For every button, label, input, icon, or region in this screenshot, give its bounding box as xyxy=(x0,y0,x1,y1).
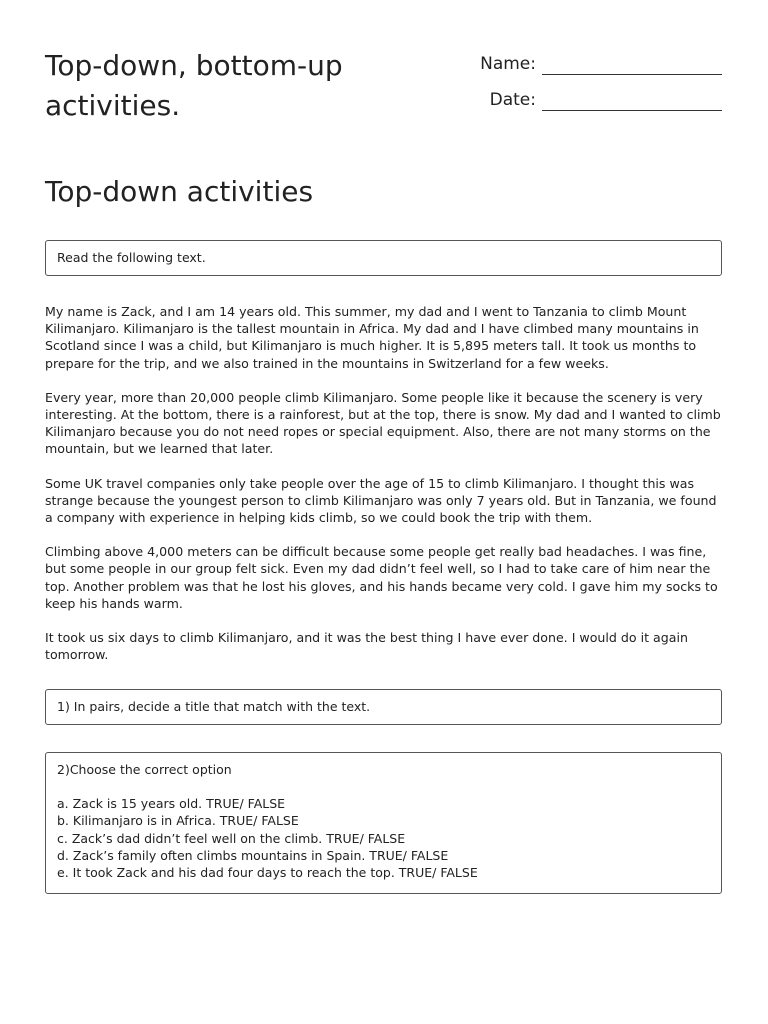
name-label: Name: xyxy=(480,54,536,74)
passage-paragraph-3: Some UK travel companies only take people over the age of 15 to climb Kilimanjaro. I thought this was strange because the youngest person to climb Kilimanjaro was only 7 years old. But in Tanzania, we found a company with experience in helping kids climb, so we could book the trip with them. xyxy=(45,475,717,526)
passage-paragraph-1: My name is Zack, and I am 14 years old. This summer, my dad and I went to Tanzania to climb Mount Kilimanjaro. Kilimanjaro is the tallest mountain in Africa. My dad and I have climbed many mountains in Scotland since I was a child, but Kilimanjaro is much higher. It is 5,895 meters tall. It took us months to prepare for the trip, and we also trained in the mountains in Switzerland for a few weeks. xyxy=(45,304,699,371)
passage-paragraph-5: It took us six days to climb Kilimanjaro, and it was the best thing I have ever done. I would do it again tomorrow. xyxy=(45,630,688,663)
task1-text: 1) In pairs, decide a title that match with the text. xyxy=(57,699,371,714)
option-b: b. Kilimanjaro is in Africa. TRUE/ FALSE xyxy=(57,813,299,829)
title-line-1: Top-down, bottom-up xyxy=(45,49,343,82)
name-blank-line[interactable] xyxy=(542,52,722,75)
section-heading: Top-down activities xyxy=(45,175,314,208)
passage-paragraph-4: Climbing above 4,000 meters can be difficult because some people get really bad headaches. I was fine, but some people in our group felt sick. Even my dad didn’t feel well, so I had to take care of him near the top. Another problem was that he lost his gloves, and his hands became very cold. I gave him my socks to keep his hands warm. xyxy=(45,544,718,611)
instruction-box xyxy=(45,240,722,276)
date-field xyxy=(490,88,722,111)
task2-options xyxy=(57,795,710,881)
date-label: Date: xyxy=(489,90,536,110)
option-d: d. Zack’s family often climbs mountains in Spain. TRUE/ FALSE xyxy=(57,847,449,863)
task2-prompt: 2)Choose the correct option xyxy=(57,762,232,777)
worksheet-title xyxy=(45,46,445,126)
title-line-2: activities. xyxy=(45,89,181,122)
task2-box xyxy=(45,752,722,894)
task1-box xyxy=(45,689,722,725)
reading-passage xyxy=(45,303,725,680)
instruction-text: Read the following text. xyxy=(57,250,206,265)
passage-paragraph-2: Every year, more than 20,000 people climb Kilimanjaro. Some people like it because the scenery is very interesting. At the bottom, there is a rainforest, but at the top, there is snow. My dad and I wanted to climb Kilimanjaro because you do not need ropes or special equipment. Also, there are not many storms on the mountain, but we learned that later. xyxy=(45,389,721,457)
date-blank-line[interactable] xyxy=(542,88,722,111)
option-a: a. Zack is 15 years old. TRUE/ FALSE xyxy=(57,796,286,812)
option-c: c. Zack’s dad didn’t feel well on the climb. TRUE/ FALSE xyxy=(57,830,406,846)
option-e: e. It took Zack and his dad four days to reach the top. TRUE/ FALSE xyxy=(57,865,478,881)
name-field xyxy=(480,52,722,75)
